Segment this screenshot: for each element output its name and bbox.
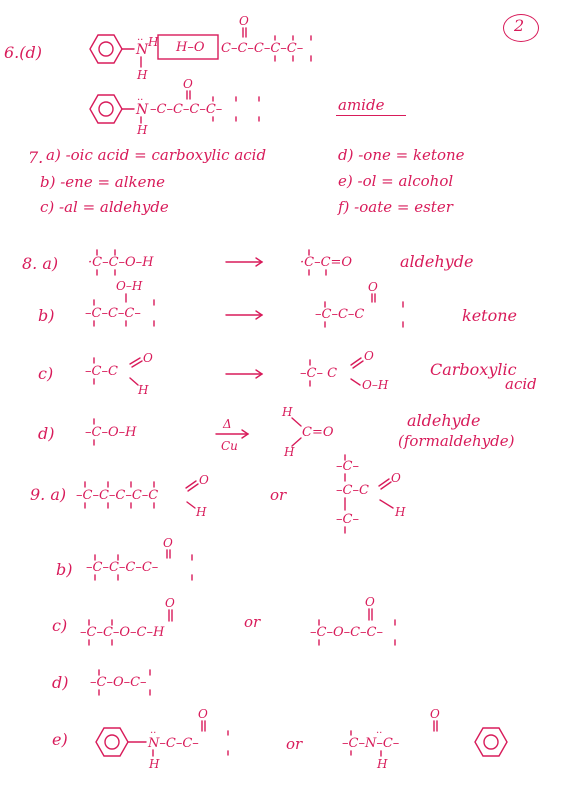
svg-text:H: H bbox=[284, 445, 295, 459]
svg-text:C=O: C=O bbox=[302, 425, 334, 440]
svg-text:O: O bbox=[430, 707, 440, 721]
q9-d: d) bbox=[52, 673, 69, 692]
svg-text:–C–C: –C–C bbox=[336, 483, 369, 498]
svg-text:H: H bbox=[137, 123, 148, 137]
svg-text:O: O bbox=[365, 595, 375, 609]
svg-text:H: H bbox=[377, 757, 388, 771]
q9-c-or: or bbox=[244, 613, 261, 631]
svg-text:·C–C–O–H: ·C–C–O–H bbox=[88, 255, 154, 270]
q7-d: d) -one = ketone bbox=[338, 146, 465, 164]
svg-text:–C–C–O–C–H: –C–C–O–C–H bbox=[80, 625, 165, 640]
svg-text:–C–O–C–: –C–O–C– bbox=[90, 675, 147, 690]
q8-c-result-2: acid bbox=[505, 375, 537, 393]
q7-a: a) -oic acid = carboxylic acid bbox=[46, 146, 267, 164]
svg-text:O: O bbox=[364, 349, 374, 363]
q8-d-result-2: (formaldehyde) bbox=[398, 432, 515, 450]
q7-b: b) -ene = alkene bbox=[40, 173, 166, 191]
svg-text:O: O bbox=[163, 536, 173, 550]
svg-text:H: H bbox=[138, 383, 149, 397]
svg-text:H: H bbox=[148, 35, 159, 49]
svg-text:H: H bbox=[137, 68, 148, 82]
q8-d-result-1: aldehyde bbox=[407, 411, 481, 430]
svg-text:O: O bbox=[239, 14, 249, 28]
q8-label: 8. a) bbox=[22, 254, 59, 273]
q6-label: 6.(d) bbox=[4, 43, 42, 62]
svg-text:O–H: O–H bbox=[362, 378, 389, 392]
svg-text:–C–C–C: –C–C–C bbox=[315, 307, 365, 322]
svg-text:C–C–C–C–C–: C–C–C–C–C– bbox=[221, 41, 304, 56]
svg-text:–C–N–C–: –C–N–C– bbox=[342, 736, 400, 751]
q8-d-catalyst: Cu bbox=[221, 439, 238, 453]
svg-text:..: .. bbox=[376, 725, 383, 736]
q9-e: e) bbox=[52, 730, 68, 749]
q7-f: f) -oate = ester bbox=[338, 198, 453, 216]
q7-e: e) -ol = alcohol bbox=[338, 172, 454, 190]
svg-text:–C–: –C– bbox=[336, 459, 359, 474]
svg-text:H: H bbox=[282, 405, 293, 419]
svg-text:O: O bbox=[199, 473, 209, 487]
svg-text:–C–: –C– bbox=[336, 512, 359, 527]
svg-text:–C– C: –C– C bbox=[300, 366, 338, 381]
svg-text:..: .. bbox=[137, 32, 144, 43]
svg-text:H–O: H–O bbox=[176, 40, 205, 55]
svg-text:H: H bbox=[395, 505, 406, 519]
svg-text:O–H: O–H bbox=[116, 279, 143, 293]
svg-text:O: O bbox=[165, 596, 175, 610]
svg-text:–C–C–C–C–: –C–C–C–C– bbox=[86, 560, 159, 575]
svg-text:O: O bbox=[391, 471, 401, 485]
page-number: 2 bbox=[514, 16, 525, 35]
svg-text:..: .. bbox=[137, 92, 144, 103]
svg-text:·C–C=O: ·C–C=O bbox=[300, 255, 353, 270]
svg-text:–C–C: –C–C bbox=[85, 364, 118, 379]
q8-d-heat: Δ bbox=[223, 417, 232, 431]
amide-note: amide bbox=[338, 96, 385, 114]
svg-text:–C–C–C–C–: –C–C–C–C– bbox=[150, 102, 223, 117]
q9-c: c) bbox=[52, 616, 68, 635]
q8-c-result-1: Carboxylic bbox=[430, 360, 517, 379]
svg-text:N: N bbox=[136, 102, 149, 118]
svg-text:–C–O–H: –C–O–H bbox=[85, 425, 137, 440]
q8-d: d) bbox=[38, 424, 55, 443]
q8-a-result: aldehyde bbox=[400, 252, 474, 271]
q8-b: b) bbox=[38, 306, 55, 325]
q8-b-result: ketone bbox=[462, 306, 517, 325]
svg-text:O: O bbox=[183, 77, 193, 91]
svg-text:H: H bbox=[196, 505, 207, 519]
q9-label: 9. a) bbox=[30, 485, 67, 504]
q9-e-or: or bbox=[286, 735, 303, 753]
svg-text:O: O bbox=[368, 280, 378, 294]
q9-b: b) bbox=[56, 560, 73, 579]
svg-text:–C–O–C–C–: –C–O–C–C– bbox=[310, 625, 383, 640]
q9-a-or: or bbox=[270, 486, 287, 504]
q7-label: 7. bbox=[28, 148, 44, 167]
svg-text:O: O bbox=[198, 707, 208, 721]
svg-text:H: H bbox=[149, 757, 160, 771]
svg-text:N: N bbox=[136, 42, 149, 58]
svg-text:–C–C–C–C–C: –C–C–C–C–C bbox=[76, 488, 159, 503]
svg-text:–C–C–C–: –C–C–C– bbox=[85, 306, 141, 321]
svg-text:..: .. bbox=[150, 725, 157, 736]
svg-text:O: O bbox=[143, 351, 153, 365]
q8-c: c) bbox=[38, 364, 54, 383]
q7-c: c) -al = aldehyde bbox=[40, 198, 169, 216]
svg-text:N–C–C–: N–C–C– bbox=[148, 736, 199, 751]
